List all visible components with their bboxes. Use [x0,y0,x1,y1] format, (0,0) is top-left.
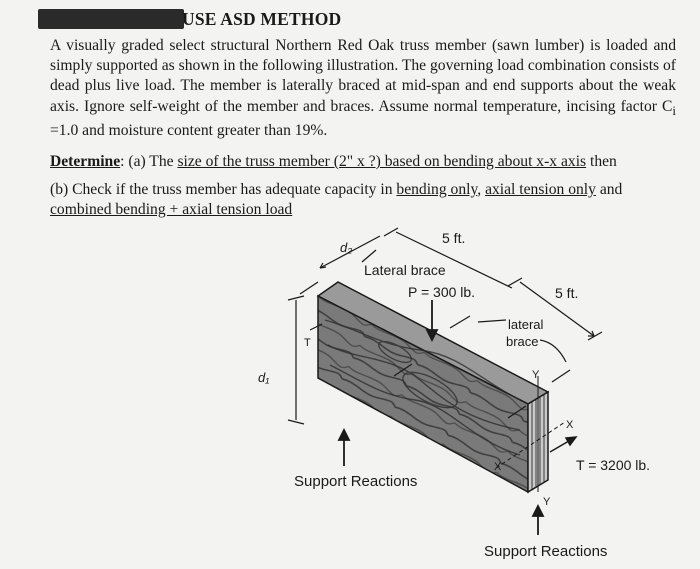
part-b-prefix: (b) Check if the truss member has adequate capacity in [50,181,397,198]
span-left-label: 5 ft. [442,230,466,246]
part-a-suffix: then [586,153,617,170]
t-mark: T [304,337,311,349]
lateral-brace-right-label-2: brace [506,334,539,349]
method-heading: USE ASD METHOD [182,9,342,29]
left-support-arrow [339,430,349,466]
tension-label: T = 3200 lb. [576,457,651,473]
tension-arrow [550,437,576,452]
statement-end: =1.0 and moisture content greater than 19%. [50,121,328,139]
part-b-combined: combined bending + axial tension load [50,201,293,218]
part-b-sep2: and [595,181,623,198]
lateral-brace-right-curve [540,340,566,362]
lateral-brace-top-arrow [362,250,376,262]
lateral-brace-right-label-1: lateral [508,317,544,332]
load-arrow [427,300,437,340]
d1-dimension [288,296,322,424]
part-b-bending: bending only [396,181,478,198]
axis-y-label-top: Y [532,369,540,381]
lateral-brace-top-label: Lateral brace [364,262,446,278]
part-a-prefix: : (a) The [120,153,178,170]
part-b-sep1: , [477,181,486,198]
axis-y-label: Y [543,496,551,508]
left-support-label: Support Reactions [294,473,418,490]
right-support-arrow [533,506,543,535]
axis-x-label: X [566,419,574,431]
load-label: P = 300 lb. [408,284,476,300]
ci-subscript: i [672,102,676,118]
d2-label: d₂ [340,240,353,255]
determine-label: Determine [50,153,121,170]
d1-label: d₁ [258,370,270,385]
lateral-brace-right-leader [478,320,506,322]
right-support-label: Support Reactions [484,543,608,560]
statement-text: A visually graded select structural Northern Red Oak truss member (sawn lumber) is loaded and simply supported as shown in the following illustration. The governing load combination consists of dead plus live load. The member is laterally braced at mid-span and end supports about the weak axis. Ignore self-weight of the member and braces. Assume normal temperature, incising factor C [50,37,676,115]
part-a-underlined: size of the truss member (2" x ?) based on bending about x-x axis [177,153,587,170]
axis-x-label-2: X [494,461,502,473]
span-right-label: 5 ft. [555,285,579,301]
part-b-tension: axial tension only [485,181,596,198]
